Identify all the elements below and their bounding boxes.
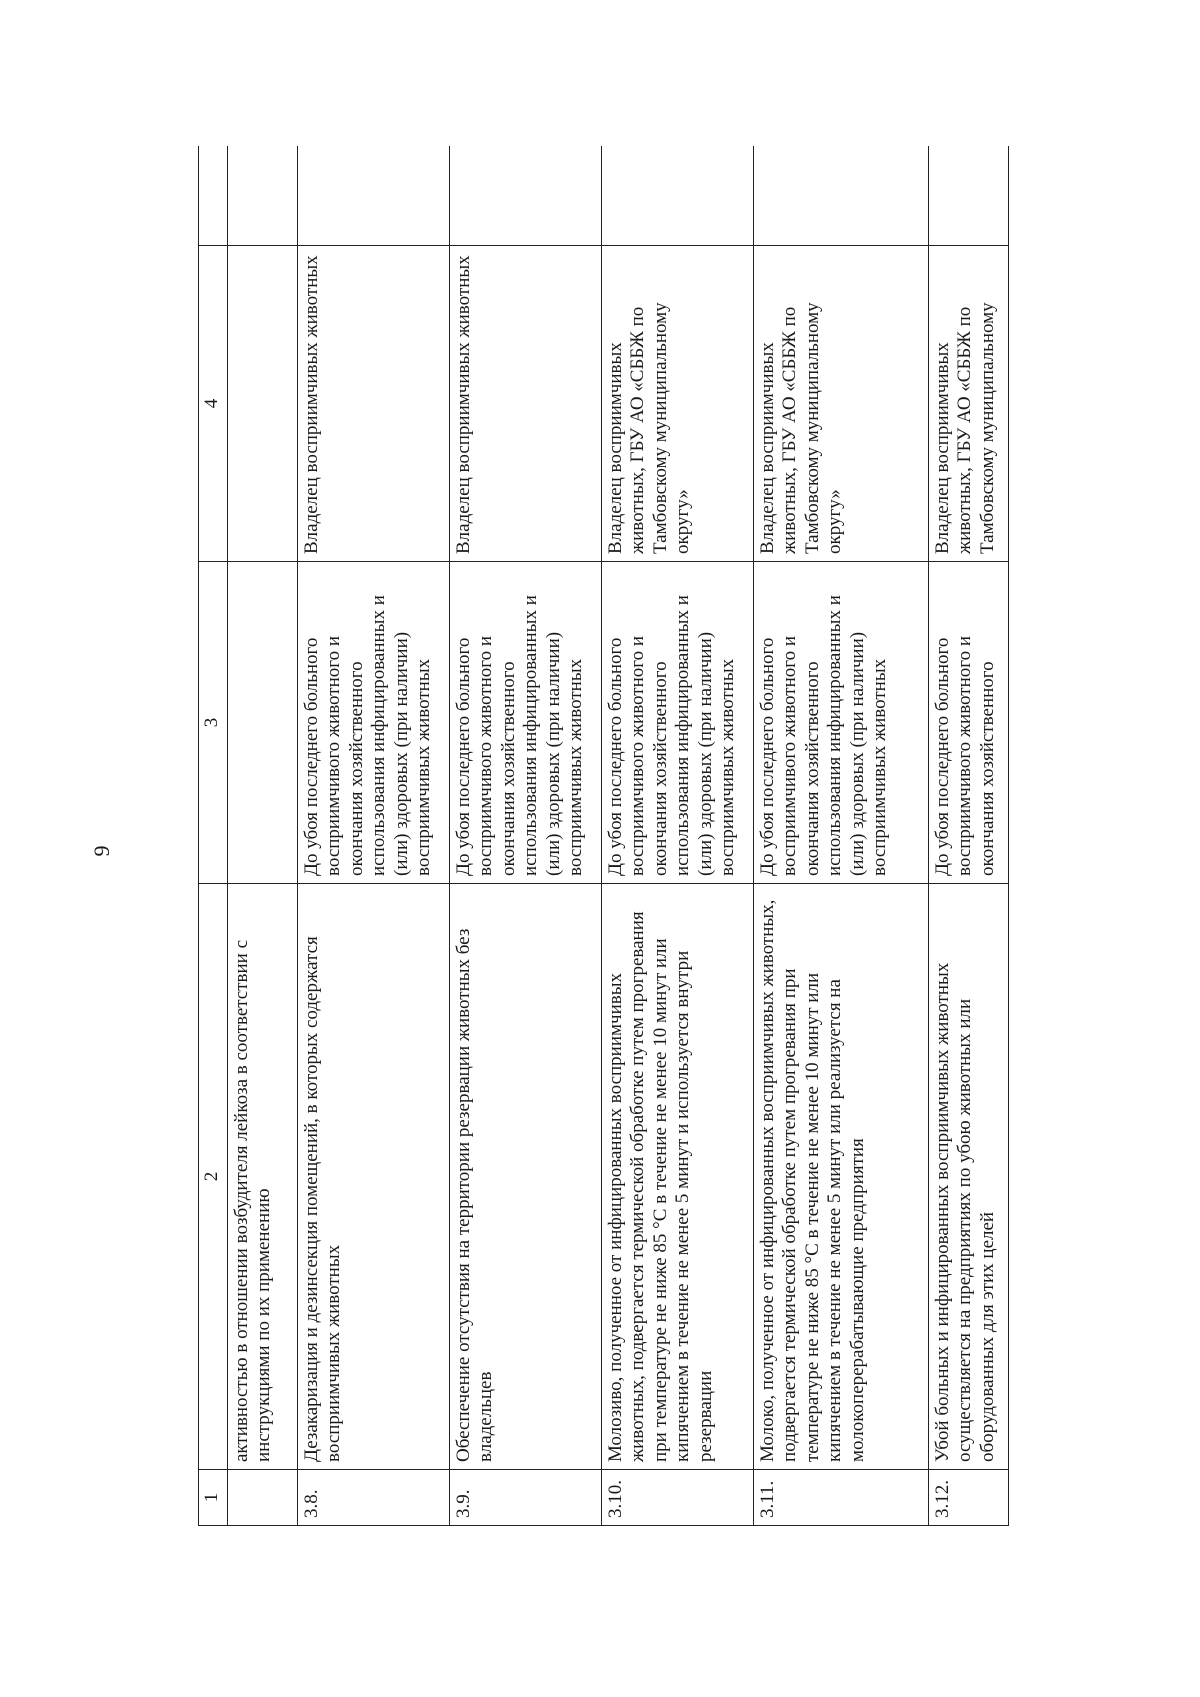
row-extra	[298, 146, 450, 246]
row-extra	[602, 146, 754, 246]
table-row	[450, 146, 602, 1526]
row-measure: Дезакаризация и дезинсекция помещений, в которых содержатся восприимчивых животных	[298, 884, 450, 1470]
row-measure: Убой больных и инфицированных восприимчивых животных осуществляется на предприятиях по убою животных или оборудованных для этих целей	[929, 884, 1009, 1470]
row-term: До убоя последнего больного восприимчивого животного и окончания хозяйственного использования инфицированных и (или) здоровых (при наличии) восприимчивых животных	[754, 562, 929, 884]
row-term: До убоя последнего больного восприимчивого животного и окончания хозяйственного использования инфицированных и (или) здоровых (при наличии) восприимчивых животных	[298, 562, 450, 884]
page-number: 9	[89, 845, 114, 857]
table-row	[754, 146, 929, 1526]
row-number: 3.11.	[754, 1470, 929, 1526]
row-measure: Обеспечение отсутствия на территории резервации животных без владельцев	[450, 884, 602, 1470]
header-cell-5	[199, 146, 228, 246]
row-extra	[754, 146, 929, 246]
header-cell-3: 3	[199, 562, 228, 884]
measures-table	[198, 146, 1009, 1526]
row-responsible: Владелец восприимчивых животных, ГБУ АО «СББЖ по Тамбовскому муниципальному округу»	[602, 246, 754, 562]
row-term: До убоя последнего больного восприимчивого животного и окончания хозяйственного использования инфицированных и (или) здоровых (при наличии) восприимчивых животных	[602, 562, 754, 884]
header-cell-2: 2	[199, 884, 228, 1470]
table-header-row	[199, 146, 228, 1526]
row-extra	[228, 146, 298, 246]
row-responsible: Владелец восприимчивых животных, ГБУ АО «СББЖ по Тамбовскому муниципальному округу»	[754, 246, 929, 562]
table-row	[929, 146, 1009, 1526]
row-term	[228, 562, 298, 884]
row-measure: Молоко, полученное от инфицированных восприимчивых животных, подвергается термической обработке путем прогревания при температуре не ниже 85 °С в течение не менее 10 минут или кипячением в течение не менее 5 минут или реализуется на молокоперерабатывающие предприятия	[754, 884, 929, 1470]
table-row	[298, 146, 450, 1526]
row-number: 3.8.	[298, 1470, 450, 1526]
row-number	[228, 1470, 298, 1526]
row-responsible: Владелец восприимчивых животных	[298, 246, 450, 562]
header-cell-4: 4	[199, 246, 228, 562]
rotated-table-frame	[198, 146, 1058, 1526]
header-cell-1: 1	[199, 1470, 228, 1526]
row-measure: активностью в отношении возбудителя лейкоза в соответствии с инструкциями по их применению	[228, 884, 298, 1470]
table-container	[198, 146, 1058, 1526]
table-row	[602, 146, 754, 1526]
row-measure: Молозиво, полученное от инфицированных восприимчивых животных, подвергается термической обработке путем прогревания при температуре не ниже 85 °С в течение не менее 10 минут или кипячением в течение не менее 5 минут и используется внутри резервации	[602, 884, 754, 1470]
row-number: 3.10.	[602, 1470, 754, 1526]
row-term: До убоя последнего больного восприимчивого животного и окончания хозяйственного	[929, 562, 1009, 884]
table-row	[228, 146, 298, 1526]
row-responsible: Владелец восприимчивых животных	[450, 246, 602, 562]
row-responsible	[228, 246, 298, 562]
row-number: 3.9.	[450, 1470, 602, 1526]
row-extra	[929, 146, 1009, 246]
row-extra	[450, 146, 602, 246]
row-term: До убоя последнего больного восприимчивого животного и окончания хозяйственного использования инфицированных и (или) здоровых (при наличии) восприимчивых животных	[450, 562, 602, 884]
row-responsible: Владелец восприимчивых животных, ГБУ АО «СББЖ по Тамбовскому муниципальному	[929, 246, 1009, 562]
row-number: 3.12.	[929, 1470, 1009, 1526]
